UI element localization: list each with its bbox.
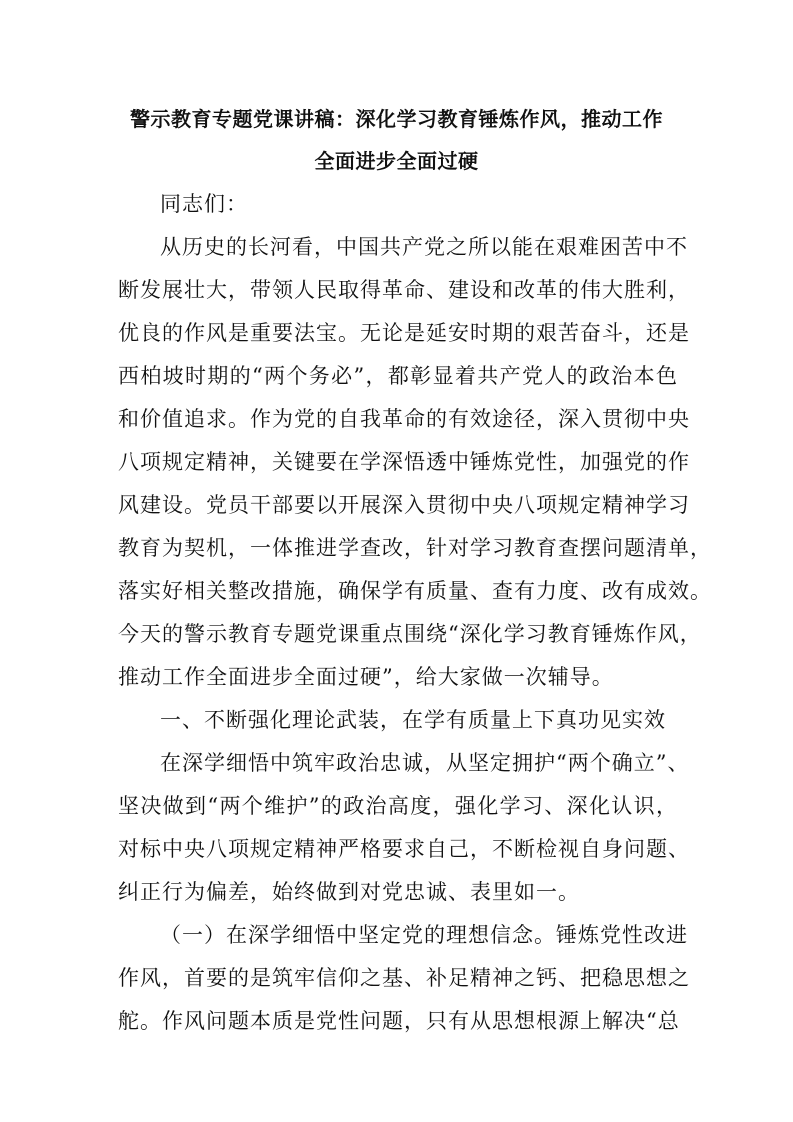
paragraph-3-line: 作风，首要的是筑牢信仰之基、补足精神之钙、把稳思想之 (118, 966, 690, 990)
paragraph-3-line: （一）在深学细悟中坚定党的理想信念。锤炼党性改进 (160, 923, 688, 947)
paragraph-1-line: 今天的警示教育专题党课重点围绕“深化学习教育锤炼作风， (118, 622, 702, 646)
paragraph-1-line: 西柏坡时期的“两个务必”，都彰显着共产党人的政治本色 (118, 364, 678, 388)
paragraph-1-line: 和价值追求。作为党的自我革命的有效途径，深入贯彻中央 (118, 407, 690, 431)
paragraph-1-line: 八项规定精神，关键要在学深悟透中锤炼党性，加强党的作 (118, 450, 690, 474)
paragraph-2-line: 在深学细悟中筑牢政治忠诚，从坚定拥护“两个确立”、 (160, 751, 690, 775)
paragraph-1-line: 优良的作风是重要法宝。无论是延安时期的艰苦奋斗，还是 (118, 321, 690, 345)
paragraph-1-line: 推动工作全面进步全面过硬”，给大家做一次辅导。 (118, 665, 614, 689)
paragraph-2-line: 对标中央八项规定精神严格要求自己，不断检视自身问题、 (118, 837, 690, 861)
paragraph-3-line: 舵。作风问题本质是党性问题，只有从思想根源上解决“总 (118, 1009, 680, 1033)
document-title-line-2: 全面进步全面过硬 (314, 149, 479, 173)
paragraph-1-line: 教育为契机，一体推进学查改，针对学习教育查摆问题清单， (118, 536, 712, 560)
paragraph-1-line: 风建设。党员干部要以开展深入贯彻中央八项规定精神学习 (118, 493, 690, 517)
paragraph-1-line: 从历史的长河看，中国共产党之所以能在艰难困苦中不 (160, 235, 688, 259)
paragraph-2-line: 坚决做到“两个维护”的政治高度，强化学习、深化认识， (118, 794, 678, 818)
paragraph-1-line: 落实好相关整改措施，确保学有质量、查有力度、改有成效。 (118, 579, 712, 603)
salutation: 同志们： (160, 192, 248, 216)
paragraph-1-line: 断发展壮大，带领人民取得革命、建设和改革的伟大胜利， (118, 278, 690, 302)
paragraph-2-line: 纠正行为偏差，始终做到对党忠诚、表里如一。 (118, 880, 580, 904)
document-title-line-1: 警示教育专题党课讲稿：深化学习教育锤炼作风，推动工作 (130, 107, 663, 131)
section-heading: 一、不断强化理论武装，在学有质量上下真功见实效 (160, 708, 666, 732)
